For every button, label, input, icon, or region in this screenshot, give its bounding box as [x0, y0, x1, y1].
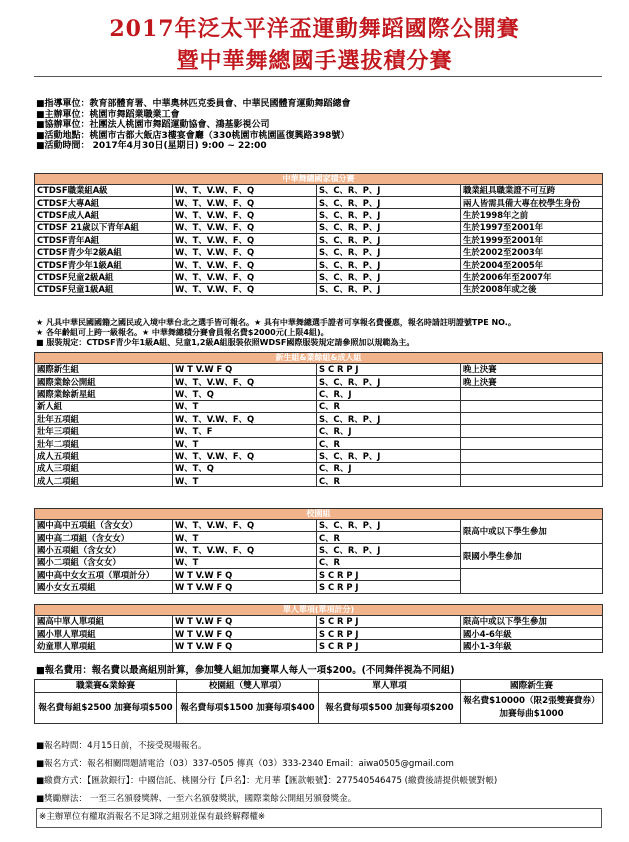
- latin-cell: S、C、R、P、J: [317, 209, 461, 221]
- standard-cell: W T V.W F Q: [173, 569, 317, 581]
- latin-cell: S C R P J: [317, 569, 461, 581]
- fee-header-pro: 職業賽&業餘賽: [35, 680, 177, 693]
- table-row: [35, 544, 603, 556]
- standard-cell: W、T、F: [173, 425, 317, 437]
- category-cell: CTDSF 21歲以下青年A組: [35, 221, 173, 233]
- category-cell: CTDSF兒童1級A組: [35, 283, 173, 295]
- fee-header-school: 校園組（雙人單項）: [177, 680, 319, 693]
- table-row: [35, 450, 603, 462]
- category-cell: 國中高中五項組（含女女）: [35, 519, 173, 531]
- table-row: [35, 640, 603, 652]
- contact-line: ■報名方式：報名相關問題請電洽（03）337-0505 傳真（03）333-2340 Email：aiwa0505@gmail.com: [36, 758, 454, 769]
- latin-cell: C、R、J: [317, 425, 461, 437]
- award-line: ■獎勵辦法： 一至三名頒發獎牌、一至六名頒發獎狀，國際業餘公開組另頒發獎金。: [36, 793, 357, 804]
- remark-cell: 晚上決賽: [461, 375, 603, 387]
- standard-cell: W、T、V.W、F、Q: [173, 519, 317, 531]
- remark-cell: [461, 413, 603, 425]
- table-row: [35, 400, 603, 412]
- latin-cell: S、C、R、P、J: [317, 271, 461, 283]
- standard-cell: W、T: [173, 437, 317, 449]
- latin-cell: C、R: [317, 556, 461, 568]
- latin-cell: S、C、R、P、J: [317, 283, 461, 295]
- category-cell: 國小單人單項組: [35, 627, 173, 639]
- remark-cell: 國小1-3年級: [461, 640, 603, 652]
- remark-cell: [461, 462, 603, 474]
- latin-cell: S、C、R、P、J: [317, 375, 461, 387]
- latin-cell: S C R P J: [317, 581, 461, 593]
- standard-cell: W、T: [173, 556, 317, 568]
- latin-cell: S、C、R、P、J: [317, 258, 461, 270]
- standard-cell: W、T、Q: [173, 462, 317, 474]
- category-cell: CTDSF青少年2級A組: [35, 246, 173, 258]
- latin-cell: C、R: [317, 475, 461, 487]
- standard-cell: W、T、V.W、F、Q: [173, 246, 317, 258]
- category-cell: 壯年二項組: [35, 437, 173, 449]
- table-row: [35, 475, 603, 487]
- newbie-table: [34, 352, 603, 487]
- info-venue: ■活動地點：桃園市古都大飯店3樓宴會廳（330桃園市桃園區復興路398號）: [36, 130, 350, 141]
- fee-amount-school: 報名費每項$1500 加賽每項$400: [177, 693, 319, 724]
- table-row: [35, 363, 603, 375]
- standard-cell: W、T、V.W、F、Q: [173, 450, 317, 462]
- latin-cell: S、C、R、P、J: [317, 221, 461, 233]
- table-row: [35, 519, 603, 531]
- standard-cell: W T V.W F Q: [173, 615, 317, 627]
- remark-cell: [461, 388, 603, 400]
- table-row: [35, 569, 603, 581]
- category-cell: 國高中單人單項組: [35, 615, 173, 627]
- remark-cell: 生於1998年之前: [461, 209, 603, 221]
- deadline-line: ■報名時間：4月15日前，不接受現場報名。: [36, 741, 207, 751]
- remark-cell: 限高中或以下學生參加: [461, 615, 603, 627]
- remark-cell: 職業組具職業證不可互跨: [461, 184, 603, 196]
- latin-cell: C、R: [317, 437, 461, 449]
- latin-cell: S、C、R、P、J: [317, 184, 461, 196]
- table-row: [35, 413, 603, 425]
- table-row: [35, 184, 603, 196]
- info-time: ■活動時間： 2017年4月30日(星期日) 9:00 ~ 22:00: [36, 141, 267, 151]
- remark-cell: [461, 437, 603, 449]
- category-cell: 成人三項組: [35, 462, 173, 474]
- category-cell: CTDSF成人A組: [35, 209, 173, 221]
- disclaimer-line: ※主辦單位有權取消報名不足3隊之組別並保有最終解釋權※: [36, 808, 602, 828]
- table-row: [35, 246, 603, 258]
- remark-cell: [461, 425, 603, 437]
- remark-cell: 生於1999至2001年: [461, 234, 603, 246]
- remark-cell: [461, 475, 603, 487]
- remark-cell: 國小4-6年級: [461, 627, 603, 639]
- standard-cell: W T V.W F Q: [173, 627, 317, 639]
- info-coorganizer: ■協辦單位：社團法人桃園市舞蹈運動協會、鴻基影視公司: [36, 120, 270, 130]
- category-cell: 成人五項組: [35, 450, 173, 462]
- category-cell: 國中高二項組（含女女）: [35, 531, 173, 543]
- category-cell: 國小二項組（含女女）: [35, 556, 173, 568]
- table-row: [35, 437, 603, 449]
- ctdsf-header: 中華舞總國家積分賽: [35, 174, 603, 185]
- bottom-info: [36, 738, 602, 828]
- standard-cell: W、T、V.W、F、Q: [173, 209, 317, 221]
- category-cell: 新人組: [35, 400, 173, 412]
- latin-cell: S、C、R、P、J: [317, 196, 461, 208]
- solo-table: [34, 604, 603, 653]
- page-subtitle: 暨中華舞總國手選拔積分賽: [176, 48, 453, 74]
- standard-cell: W、T: [173, 400, 317, 412]
- table-row: [35, 375, 603, 387]
- school-header: 校園組: [35, 509, 603, 520]
- category-cell: CTDSF職業組A級: [35, 184, 173, 196]
- info-organizer: ■主辦單位：桃園市舞蹈業職業工會: [36, 109, 180, 120]
- fee-amount-newbie: 報名費$10000（限2張雙賽費券）加賽每曲$1000: [461, 693, 603, 724]
- latin-cell: C、R: [317, 531, 461, 543]
- standard-cell: W T V.W F Q: [173, 581, 317, 593]
- latin-cell: C、R、J: [317, 388, 461, 400]
- standard-cell: W、T、V.W、F、Q: [173, 375, 317, 387]
- payment-line: ■繳費方式：【匯款銀行】：中國信託、桃園分行【戶名】：尤月華【匯款帳號】：277540546475 (繳費後請提供帳號對帳): [36, 776, 498, 786]
- latin-cell: C、R、J: [317, 462, 461, 474]
- standard-cell: W、T、V.W、F、Q: [173, 413, 317, 425]
- remark-cell: 生於1997至2001年: [461, 221, 603, 233]
- remark-cell: 限國小學生參加: [461, 544, 603, 569]
- standard-cell: W T V.W F Q: [173, 363, 317, 375]
- standard-cell: W、T、V.W、F、Q: [173, 184, 317, 196]
- table-row: [35, 615, 603, 627]
- category-cell: 幼童單人單項組: [35, 640, 173, 652]
- standard-cell: W T V.W F Q: [173, 640, 317, 652]
- standard-cell: W、T、V.W、F、Q: [173, 221, 317, 233]
- fee-amount-pro: 報名費每組$2500 加賽每項$500: [35, 693, 177, 724]
- ctdsf-notes: [36, 318, 602, 348]
- remark-cell: 限高中或以下學生參加: [461, 519, 603, 544]
- table-row: [35, 258, 603, 270]
- category-cell: CTDSF兒童2級A組: [35, 271, 173, 283]
- latin-cell: S、C、R、P、J: [317, 519, 461, 531]
- latin-cell: S C R P J: [317, 615, 461, 627]
- standard-cell: W、T、V.W、F、Q: [173, 196, 317, 208]
- table-row: [35, 209, 603, 221]
- table-row: [35, 627, 603, 639]
- category-cell: 國際業餘公開組: [35, 375, 173, 387]
- table-row: [35, 221, 603, 233]
- table-row: [35, 462, 603, 474]
- fee-table: [34, 679, 603, 724]
- table-row: [35, 388, 603, 400]
- category-cell: 國小女女五項組: [35, 581, 173, 593]
- remark-cell: [461, 450, 603, 462]
- category-cell: 壯年五項組: [35, 413, 173, 425]
- remark-cell: [461, 400, 603, 412]
- standard-cell: W、T、V.W、F、Q: [173, 544, 317, 556]
- page-title: 2017年泛太平洋盃運動舞蹈國際公開賽: [109, 16, 520, 42]
- category-cell: 壯年三項組: [35, 425, 173, 437]
- standard-cell: W、T、V.W、F、Q: [173, 234, 317, 246]
- fee-header-solo: 單人單項: [319, 680, 461, 693]
- title-divider: [34, 76, 602, 77]
- category-cell: CTDSF青年A組: [35, 234, 173, 246]
- latin-cell: S C R P J: [317, 627, 461, 639]
- table-row: [35, 425, 603, 437]
- ctdsf-table: [34, 173, 603, 296]
- solo-header: 單人單項(單項計分): [35, 605, 603, 616]
- table-row: [35, 271, 603, 283]
- standard-cell: W、T、V.W、F、Q: [173, 283, 317, 295]
- remark-cell: 晚上決賽: [461, 363, 603, 375]
- note-line: ■ 服裝規定：CTDSF青少年1級A組、兒童1,2級A組服裝依照WDSF國際服裝規定請參照加以規範為主。: [36, 338, 415, 347]
- latin-cell: S C R P J: [317, 363, 461, 375]
- info-guidance: ■指導單位：教育部體育署、中華奧林匹克委員會、中華民國體育運動舞蹈總會: [36, 99, 351, 109]
- note-line: ★ 凡具中華民國國籍之國民或入境中華台北之選手皆可報名。★ 具有中華舞總選手證者可享報名費優惠，報名時請註明證號TPE NO.。: [36, 318, 516, 327]
- table-row: [35, 234, 603, 246]
- standard-cell: W、T、Q: [173, 388, 317, 400]
- fee-amount-solo: 報名費每項$500 加賽每項$200: [319, 693, 461, 724]
- category-cell: 成人二項組: [35, 475, 173, 487]
- remark-cell: 兩人皆需具備大專在校學生身份: [461, 196, 603, 208]
- remark-cell: 生於2008年或之後: [461, 283, 603, 295]
- school-table: [34, 508, 603, 594]
- remark-cell: [461, 569, 603, 594]
- latin-cell: S、C、R、P、J: [317, 413, 461, 425]
- category-cell: 國中高中女女五項（單項計分）: [35, 569, 173, 581]
- latin-cell: S、C、R、P、J: [317, 544, 461, 556]
- latin-cell: S、C、R、P、J: [317, 450, 461, 462]
- latin-cell: S、C、R、P、J: [317, 246, 461, 258]
- latin-cell: S、C、R、P、J: [317, 234, 461, 246]
- standard-cell: W、T: [173, 475, 317, 487]
- category-cell: 國際新生組: [35, 363, 173, 375]
- category-cell: CTDSF大專A組: [35, 196, 173, 208]
- table-row: [35, 196, 603, 208]
- latin-cell: C、R: [317, 400, 461, 412]
- newbie-header: 新生組&業餘組&成人組: [35, 353, 603, 364]
- event-info: [36, 99, 602, 152]
- category-cell: 國際業餘新星組: [35, 388, 173, 400]
- note-line: ★ 各年齡組可上跨一級報名。★ 中華舞總積分賽會員報名費$2000元(上限4組)。: [36, 328, 329, 337]
- fee-line: ■報名費用：報名費以最高組別計算，參加雙人組加加賽單人每人一項$200。(不同舞伴視為不同組): [36, 665, 455, 676]
- standard-cell: W、T、V.W、F、Q: [173, 258, 317, 270]
- remark-cell: 生於2004至2005年: [461, 258, 603, 270]
- remark-cell: 生於2002至2003年: [461, 246, 603, 258]
- latin-cell: S C R P J: [317, 640, 461, 652]
- standard-cell: W、T、V.W、F、Q: [173, 271, 317, 283]
- standard-cell: W、T: [173, 531, 317, 543]
- remark-cell: 生於2006年至2007年: [461, 271, 603, 283]
- category-cell: 國小五項組（含女女）: [35, 544, 173, 556]
- fee-header-newbie: 國際新生賽: [461, 680, 603, 693]
- table-row: [35, 283, 603, 295]
- category-cell: CTDSF青少年1級A組: [35, 258, 173, 270]
